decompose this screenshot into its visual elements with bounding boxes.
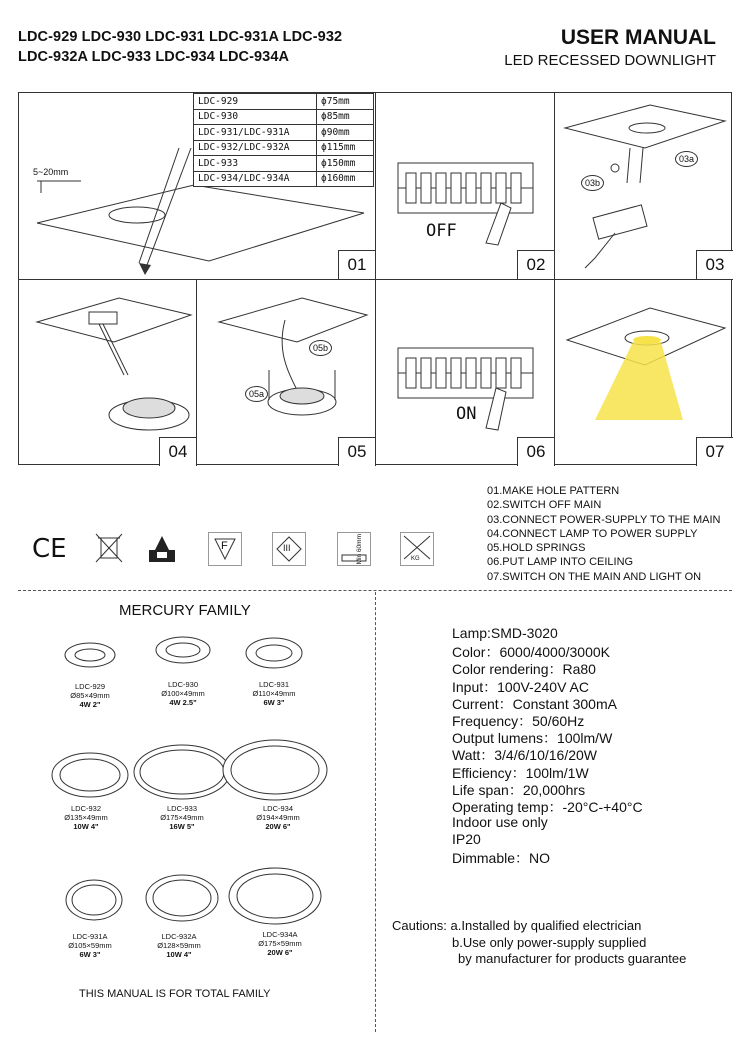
- on-label: ON: [456, 404, 477, 424]
- hole-size-table: [193, 93, 374, 187]
- insulation-covered-icon: [145, 532, 179, 566]
- panel-04: [19, 280, 197, 466]
- spec-item: Dimmable：NO: [452, 850, 551, 867]
- product-model: LDC-934: [262, 804, 293, 813]
- panel-number-03: 03: [696, 250, 733, 279]
- size-model: LDC-930: [194, 109, 317, 125]
- product-model: LDC-932A: [161, 932, 197, 941]
- size-table-row: [194, 94, 374, 110]
- product-power: 6W 3": [79, 950, 101, 959]
- no-cover-icon: [400, 532, 434, 566]
- product-card: [40, 932, 140, 959]
- product-power: 4W 2": [79, 700, 101, 709]
- spec-item: Lamp:SMD-3020: [452, 625, 558, 641]
- product-model: LDC-931: [258, 680, 289, 689]
- installation-diagram: [18, 92, 732, 465]
- panel-number-05: 05: [338, 437, 375, 466]
- product-card: [132, 804, 232, 831]
- product-size: Ø110×49mm: [252, 689, 296, 698]
- product-card: [36, 804, 136, 831]
- installation-steps: [487, 484, 721, 584]
- step-item: 02.SWITCH OFF MAIN: [487, 499, 602, 512]
- panel-number-04: 04: [159, 437, 196, 466]
- product-card: [129, 932, 229, 959]
- product-power: 16W 5": [169, 822, 195, 831]
- product-card: [133, 680, 233, 707]
- product-power: 10W 4": [73, 822, 99, 831]
- product-size: Ø175×59mm: [258, 939, 302, 948]
- min-distance-text: Min 60mm: [356, 534, 363, 565]
- spec-list: [452, 625, 643, 866]
- caution-line: b.Use only power-supply supplied: [452, 934, 647, 950]
- panel-01: [19, 93, 376, 280]
- size-diameter: ϕ115mm: [317, 140, 374, 156]
- spec-item: Efficiency：100lm/1W: [452, 764, 589, 781]
- label-03b: 03b: [581, 175, 604, 191]
- column-divider: [375, 592, 376, 1032]
- product-model: LDC-931A: [72, 932, 108, 941]
- section-divider: [18, 590, 732, 591]
- spec-item: Input：100V-240V AC: [452, 678, 589, 695]
- spec-item: Output lumens：100lm/W: [452, 730, 613, 747]
- product-power: 4W 2.5": [169, 698, 197, 707]
- panel-05: [197, 280, 376, 466]
- step-item: 07.SWITCH ON THE MAIN AND LIGHT ON: [487, 570, 702, 583]
- step-item: 01.MAKE HOLE PATTERN: [487, 485, 620, 497]
- product-model: LDC-933: [166, 804, 197, 813]
- off-label: OFF: [426, 221, 457, 241]
- step-item: 03.CONNECT POWER-SUPPLY TO THE MAIN: [487, 513, 721, 526]
- label-05a: 05a: [245, 386, 268, 402]
- product-size: Ø175×49mm: [160, 813, 204, 822]
- size-model: LDC-929: [194, 94, 317, 110]
- size-model: LDC-933: [194, 156, 317, 172]
- product-power: 20W 6": [267, 948, 293, 957]
- model-list-line2: LDC-932A LDC-933 LDC-934 LDC-934A: [18, 49, 290, 65]
- caution-line: Cautions: a.Installed by qualified electrician: [392, 918, 642, 933]
- panel-number-07: 07: [696, 437, 733, 466]
- spec-item: Color：6000/4000/3000K: [452, 644, 611, 661]
- product-size: Ø194×49mm: [256, 813, 300, 822]
- size-diameter: ϕ90mm: [317, 125, 374, 141]
- panel-02: [376, 93, 555, 280]
- size-diameter: ϕ150mm: [317, 156, 374, 172]
- f-mark-text: F: [221, 540, 228, 552]
- product-power: 10W 4": [166, 950, 192, 959]
- panel-number-06: 06: [517, 437, 554, 466]
- spec-item: IP20: [452, 831, 481, 848]
- spec-item: Indoor use only: [452, 814, 548, 831]
- f-mark-icon: [208, 532, 242, 566]
- product-model: LDC-930: [167, 680, 198, 689]
- weee-bin-icon: [92, 532, 126, 566]
- class-three-text: III: [283, 543, 291, 553]
- product-model: LDC-932: [70, 804, 101, 813]
- size-model: LDC-931/LDC-931A: [194, 125, 317, 141]
- thickness-label: 5~20mm: [33, 167, 69, 177]
- size-diameter: ϕ75mm: [317, 94, 374, 110]
- spec-item: Watt：3/4/6/10/16/20W: [452, 747, 597, 764]
- page-title: USER MANUAL: [560, 26, 716, 49]
- size-table-row: [194, 156, 374, 172]
- step-item: 04.CONNECT LAMP TO POWER SUPPLY: [487, 527, 698, 540]
- product-model: LDC-934A: [262, 930, 298, 939]
- product-power: 6W 3": [263, 698, 285, 707]
- spec-item: Color rendering：Ra80: [452, 661, 596, 678]
- no-cover-text: KG: [411, 556, 420, 562]
- ce-mark-text: CE: [32, 534, 67, 564]
- page-subtitle: LED RECESSED DOWNLIGHT: [504, 52, 716, 69]
- panel-07: [555, 280, 733, 466]
- step-item: 06.PUT LAMP INTO CEILING: [487, 556, 634, 569]
- size-model: LDC-934/LDC-934A: [194, 171, 317, 187]
- product-size: Ø135×49mm: [64, 813, 108, 822]
- size-diameter: ϕ160mm: [317, 171, 374, 187]
- spec-item: Current：Constant 300mA: [452, 695, 617, 712]
- product-card: [224, 680, 324, 707]
- panel-number-01: 01: [338, 250, 375, 279]
- class-three-icon: [272, 532, 306, 566]
- label-03a: 03a: [675, 151, 698, 167]
- min-distance-icon: [337, 532, 371, 566]
- product-size: Ø128×59mm: [157, 941, 201, 950]
- panel-03: [555, 93, 733, 280]
- product-size: Ø85×49mm: [70, 691, 110, 700]
- size-model: LDC-932/LDC-932A: [194, 140, 317, 156]
- model-list: [18, 27, 342, 67]
- caution-line: by manufacturer for products guarantee: [458, 951, 687, 966]
- label-05b: 05b: [309, 340, 332, 356]
- product-power: 20W 6": [265, 822, 291, 831]
- family-title: MERCURY FAMILY: [119, 602, 251, 619]
- product-card: [228, 804, 328, 831]
- size-table-row: [194, 140, 374, 156]
- family-footer: THIS MANUAL IS FOR TOTAL FAMILY: [79, 988, 271, 1000]
- size-table-row: [194, 171, 374, 187]
- product-model: LDC-929: [74, 682, 105, 691]
- model-list-line1: LDC-929 LDC-930 LDC-931 LDC-931A LDC-932: [18, 29, 343, 45]
- spec-item: Frequency：50/60Hz: [452, 712, 585, 729]
- panel-06: [376, 280, 555, 466]
- cautions: [392, 918, 686, 968]
- size-diameter: ϕ85mm: [317, 109, 374, 125]
- product-card: [230, 930, 330, 957]
- product-card: [40, 682, 140, 709]
- spec-item: Operating temp：-20°C-+40°C: [452, 798, 643, 815]
- panel-number-02: 02: [517, 250, 554, 279]
- product-size: Ø100×49mm: [161, 689, 205, 698]
- size-table-row: [194, 125, 374, 141]
- ce-mark-icon: [32, 532, 66, 566]
- product-size: Ø105×59mm: [68, 941, 112, 950]
- size-table-row: [194, 109, 374, 125]
- step-item: 05.HOLD SPRINGS: [487, 542, 586, 555]
- spec-item: Life span：20,000hrs: [452, 781, 586, 798]
